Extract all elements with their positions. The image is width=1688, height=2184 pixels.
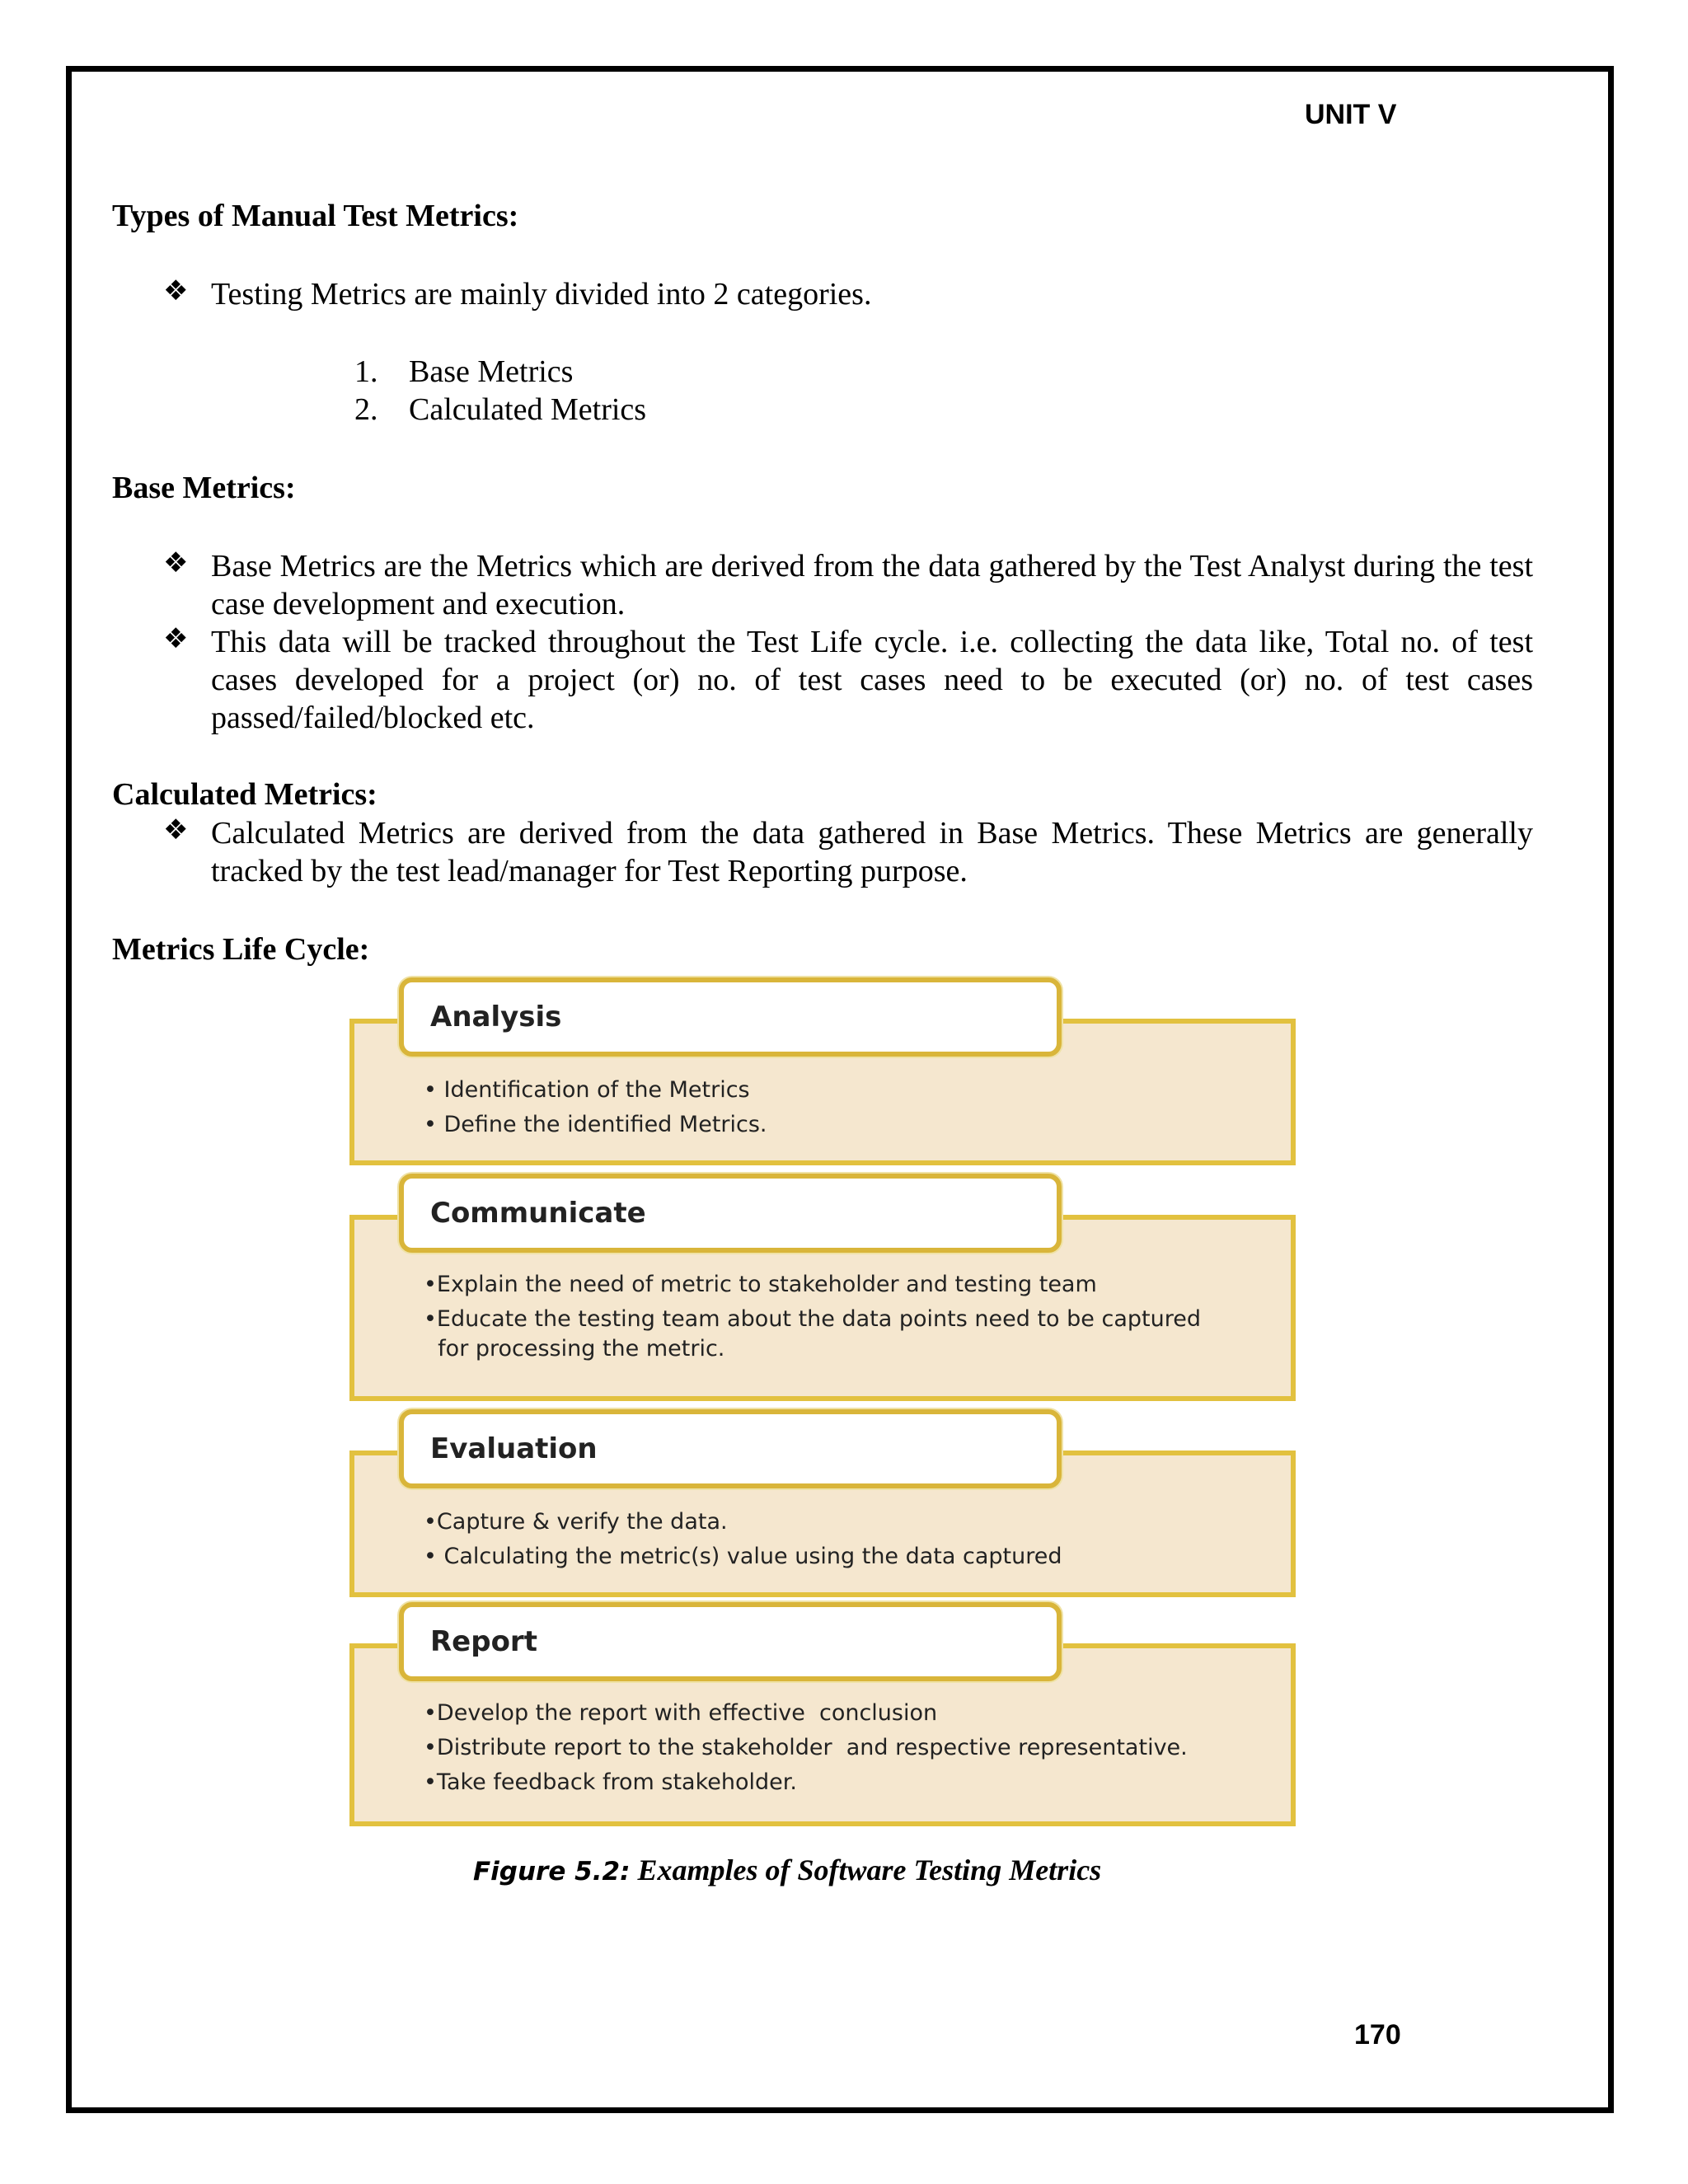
stage-item: for processing the metric. xyxy=(424,1336,725,1361)
stage-items-communicate xyxy=(424,1268,1281,1366)
types-heading: Types of Manual Test Metrics: xyxy=(112,199,519,233)
stage-item: •Educate the testing team about the data points need to be captured xyxy=(424,1306,1201,1332)
calc-bullet-text: Calculated Metrics are derived from the data gathered in Base Metrics. These Metrics are generally tracked by the test lead/manager for Test Reporting purpose. xyxy=(211,816,1533,888)
stage-item: •Distribute report to the stakeholder and respective representative. xyxy=(424,1735,1188,1760)
list-item: 1. Base Metrics xyxy=(354,354,574,389)
diamond-bullet-icon: ❖ xyxy=(163,546,189,579)
diamond-bullet-icon: ❖ xyxy=(163,274,189,307)
diamond-bullet-icon: ❖ xyxy=(163,622,189,655)
stage-item: • Define the identified Metrics. xyxy=(424,1112,767,1137)
stage-item: • Identification of the Metrics xyxy=(424,1077,750,1103)
stage-title-analysis: Analysis xyxy=(399,977,1062,1057)
unit-label: UNIT V xyxy=(1305,99,1397,130)
base-bullet-1-text: Base Metrics are the Metrics which are derived from the data gathered by the Test Analyst during the test case development and execution. xyxy=(211,549,1533,621)
stage-item: •Develop the report with effective conclusion xyxy=(424,1700,938,1726)
types-bullet-text: Testing Metrics are mainly divided into 2 categories. xyxy=(211,277,872,312)
figure-label: Figure 5.2: xyxy=(473,1857,631,1886)
base-bullet-2-text: This data will be tracked throughout the Test Life cycle. i.e. collecting the data like, Total no. of test cases developed for a project (or) no. of test cases need to be executed (or) no. of test cases passed/failed/blocked etc. xyxy=(211,625,1533,735)
lifecycle-heading: Metrics Life Cycle: xyxy=(112,932,370,967)
stage-items-analysis xyxy=(424,1073,1281,1142)
stage-title-evaluation: Evaluation xyxy=(399,1409,1062,1488)
stage-title-communicate: Communicate xyxy=(399,1174,1062,1253)
categories-list xyxy=(354,353,646,429)
stage-items-evaluation xyxy=(424,1505,1281,1574)
stage-item: •Take feedback from stakeholder. xyxy=(424,1769,797,1795)
stage-item: •Explain the need of metric to stakeholder and testing team xyxy=(424,1272,1097,1297)
base-metrics-heading: Base Metrics: xyxy=(112,471,296,505)
page-number: 170 xyxy=(1354,2019,1401,2050)
list-item: 2. Calculated Metrics xyxy=(354,392,647,427)
diamond-bullet-icon: ❖ xyxy=(163,813,189,846)
calculated-metrics-heading: Calculated Metrics: xyxy=(112,777,377,812)
stage-item: •Capture & verify the data. xyxy=(424,1509,728,1535)
figure-caption-text: Examples of Software Testing Metrics xyxy=(637,1854,1102,1886)
stage-title-report: Report xyxy=(399,1602,1062,1681)
stage-item: • Calculating the metric(s) value using the data captured xyxy=(424,1544,1062,1569)
figure-caption xyxy=(473,1853,1101,1887)
stage-items-report xyxy=(424,1696,1281,1800)
